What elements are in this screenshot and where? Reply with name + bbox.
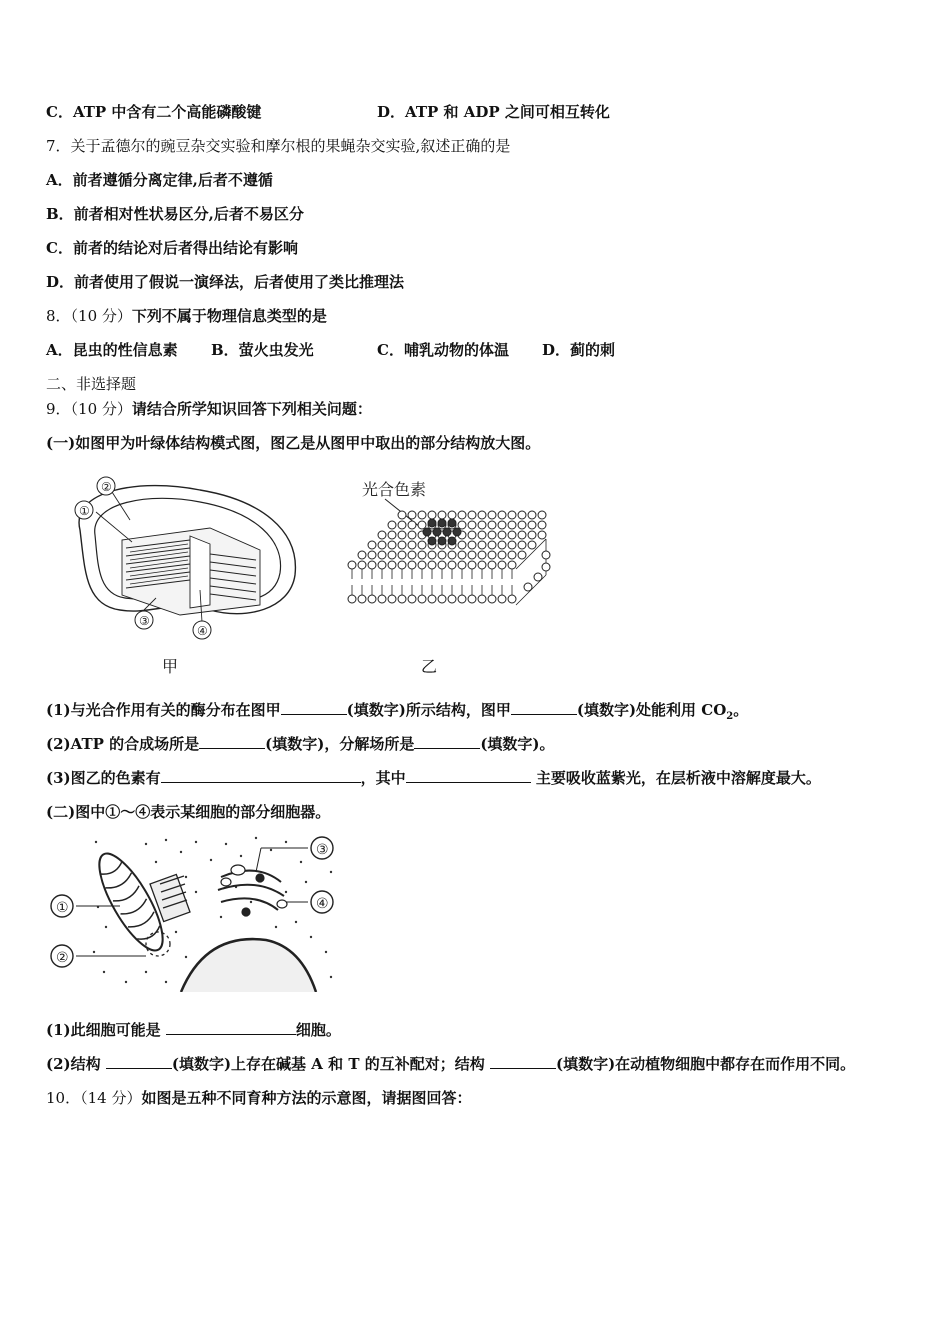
p2-q1-text-a: (1)此细胞可能是 [46,1021,166,1039]
p1-q1-subscript: 2 [726,711,734,722]
answer-blank[interactable] [490,1054,556,1069]
q6-option-c: C．ATP 中含有二个高能磷酸键 [46,103,262,121]
p1-question-3 [46,768,821,788]
p1-q2-text-a: (2)ATP 的合成场所是 [46,735,200,753]
label-3: ③ [139,614,150,628]
q9-number: 9．（10 分） [46,400,132,418]
q7-option-b: B．前者相对性状易区分,后者不易区分 [46,205,304,223]
p1-question-1 [46,700,748,727]
answer-blank[interactable] [281,700,347,715]
q9-question [46,399,372,419]
q7-option-c: C．前者的结论对后者得出结论有影响 [46,239,298,257]
q9-part1-intro: (一)如图甲为叶绿体结构模式图，图乙是从图甲中取出的部分结构放大图。 [46,434,541,452]
q10-question [46,1088,471,1108]
p1-q1-text-b: (填数字)所示结构，图甲 [346,701,511,719]
label-1: ① [79,504,90,518]
q8-option-c: C．哺乳动物的体温 [377,341,509,359]
answer-blank[interactable] [511,700,577,715]
q9-stem: 请结合所学知识回答下列相关问题： [131,400,372,418]
p1-q1-text-a: (1)与光合作用有关的酶分布在图甲 [46,701,281,719]
answer-blank[interactable] [166,1020,296,1035]
answer-blank[interactable] [199,734,265,749]
label-2: ② [101,480,112,494]
q7-option-a: A．前者遵循分离定律,后者不遵循 [46,171,273,189]
p2-q1-text-b: 细胞。 [295,1021,341,1039]
q10-stem: 如图是五种不同育种方法的示意图，请据图回答： [141,1089,472,1107]
q7-stem: 7．关于孟德尔的豌豆杂交实验和摩尔根的果蝇杂交实验,叙述正确的是 [46,137,511,155]
p2-q2-text-b: (填数字)上存在碱基 A 和 T 的互补配对；结构 [171,1055,490,1073]
answer-blank[interactable] [106,1054,172,1069]
q10-number: 10．（14 分） [46,1089,142,1107]
q6-option-d: D．ATP 和 ADP 之间可相互转化 [377,103,610,121]
p1-q1-text-d: 。 [733,701,749,719]
answer-blank[interactable] [161,768,361,783]
thylakoid-membrane-figure [340,475,555,625]
p2-q2-text-a: (2)结构 [46,1055,106,1073]
cell-label-2: ② [56,950,69,966]
pigment-label: 光合色素 [362,480,427,499]
p2-question-1 [46,1020,341,1040]
q8-option-b: B．萤火虫发光 [211,341,314,359]
q7-option-d: D．前者使用了假说一演绎法，后者使用了类比推理法 [46,273,405,291]
cell-label-4: ④ [316,896,329,912]
chloroplast-figure [60,470,310,645]
q8-option-a: A．昆虫的性信息素 [46,341,178,359]
p1-question-2 [46,734,555,754]
p1-q3-text-b: ，其中 [360,769,406,787]
top-layer [348,511,546,569]
cell-organelles-figure [46,832,341,992]
label-4: ④ [197,624,208,638]
p1-q2-text-b: (填数字)，分解场所是 [265,735,415,753]
p1-q3-text-a: (3)图乙的色素有 [46,769,161,787]
p2-question-2 [46,1054,855,1074]
q8-stem: 下列不属于物理信息类型的是 [131,307,327,325]
cell-label-1: ① [56,900,69,916]
q8-option-d: D．蓟的刺 [542,341,616,359]
figure-yi-caption: 乙 [421,657,438,676]
q8-question [46,306,327,326]
q9-part2-intro: (二)图中①～④表示某细胞的部分细胞器。 [46,803,331,821]
p1-q3-text-c: 主要吸收蓝紫光，在层析液中溶解度最大。 [530,769,821,787]
p1-q2-text-c: (填数字)。 [480,735,555,753]
p2-q2-text-c: (填数字)在动植物细胞中都存在而作用不同。 [555,1055,856,1073]
figure-jia-caption: 甲 [162,657,179,676]
answer-blank[interactable] [414,734,480,749]
p1-q1-text-c: (填数字)处能利用 CO [576,701,727,719]
answer-blank[interactable] [406,768,531,783]
cell-label-3: ③ [316,842,329,858]
section-heading: 二、非选择题 [46,375,137,393]
q8-number: 8．（10 分） [46,307,132,325]
